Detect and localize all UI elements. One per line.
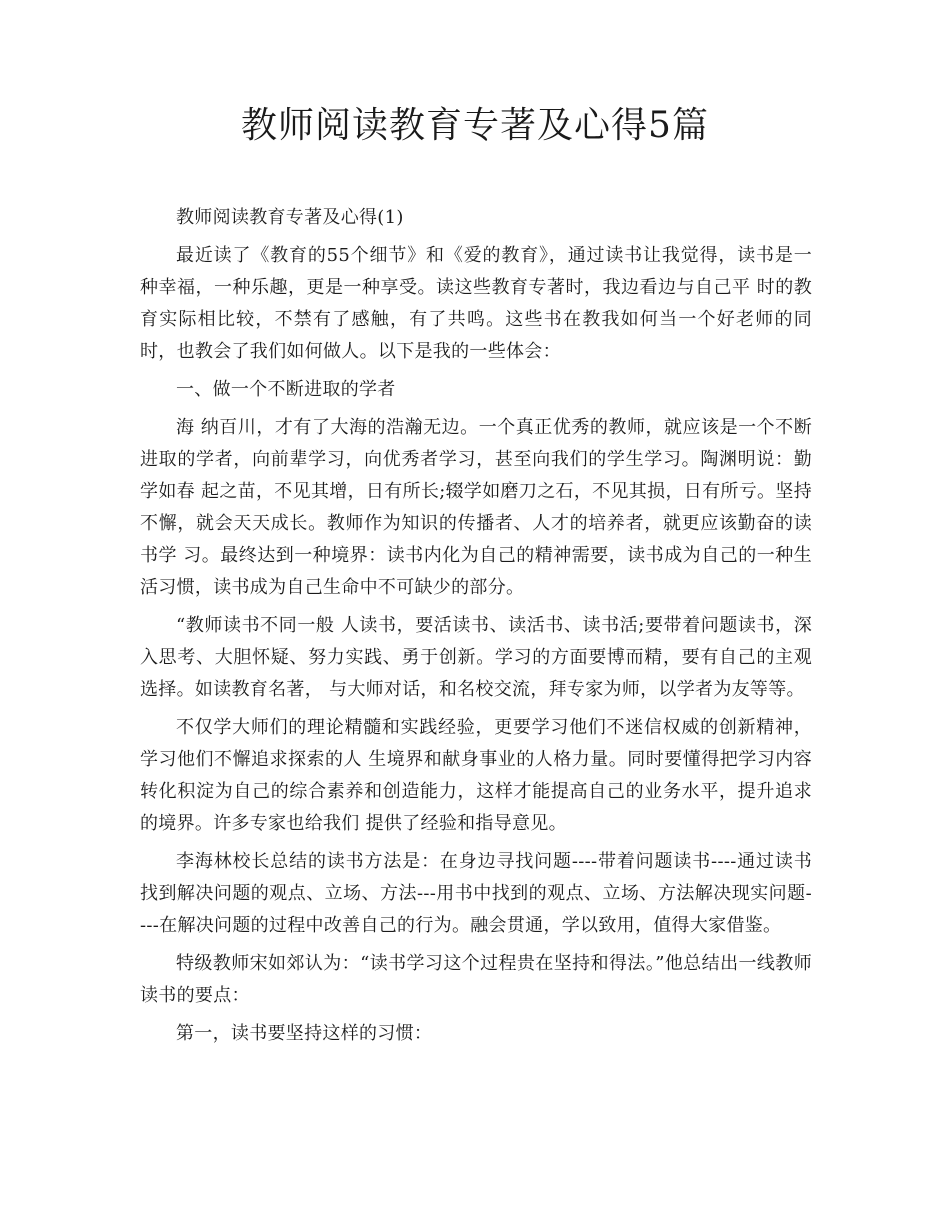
- document-body: [140, 202, 812, 1056]
- document-title: 教师阅读教育专著及心得5篇: [241, 105, 709, 146]
- paragraph: 海 纳百川，才有了大海的浩瀚无边。一个真正优秀的教师，就应该是一个不断进取的学者，向前辈学习，向优秀者学习，甚至向我们的学生学习。陶渊明说：勤学如春 起之苗，不见其增，日有所长;辍学如磨刀之石，不见其损，日有所亏。坚持不懈，就会天天成长。教师作为知识的传播者、人才的培养者，就更应该勤奋的读书学 习。最终达到一种境界：读书内化为自己的精神需要，读书成为自己的一种生活习惯，读书成为自己生命中不可缺少的部分。: [140, 417, 812, 598]
- paragraph: 第一，读书要坚持这样的习惯：: [176, 1023, 433, 1044]
- section-heading-learner: 一、做一个不断进取的学者: [176, 379, 396, 400]
- paragraph: 李海林校长总结的读书方法是：在身边寻找问题----带着问题读书----通过读书找到解决问题的观点、立场、方法---用书中找到的观点、立场、方法解决现实问题----在解决问题的过程中改善自己的行为。融会贯通，学以致用，值得大家借鉴。: [140, 851, 812, 936]
- paragraph: 最近读了《教育的55个细节》和《爱的教育》，通过读书让我觉得，读书是一种幸福，一种乐趣，更是一种享受。读这些教育专著时，我边看边与自己平 时的教育实际相比较，不禁有了感触，有了共鸣。这些书在教我如何当一个好老师的同时，也教会了我们如何做人。以下是我的一些体会：: [140, 245, 812, 362]
- paragraph: 特级教师宋如郊认为：“读书学习这个过程贵在坚持和得法。”他总结出一线教师读书的要点：: [140, 953, 812, 1006]
- section-heading-1: 教师阅读教育专著及心得(1): [176, 207, 404, 228]
- paragraph: “教师读书不同一般 人读书，要活读书、读活书、读书活;要带着问题读书，深入思考、大胆怀疑、努力实践、勇于创新。学习的方面要博而精，要有自己的主观选择。如读教育名著， 与大师对话，和名校交流，拜专家为师，以学者为友等等。: [140, 615, 812, 700]
- paragraph: 不仅学大师们的理论精髓和实践经验，更要学习他们不迷信权威的创新精神，学习他们不懈追求探索的人 生境界和献身事业的人格力量。同时要懂得把学习内容转化积淀为自己的综合素养和创造能力，这样才能提高自己的业务水平，提升追求的境界。许多专家也给我们 提供了经验和指导意见。: [140, 717, 812, 834]
